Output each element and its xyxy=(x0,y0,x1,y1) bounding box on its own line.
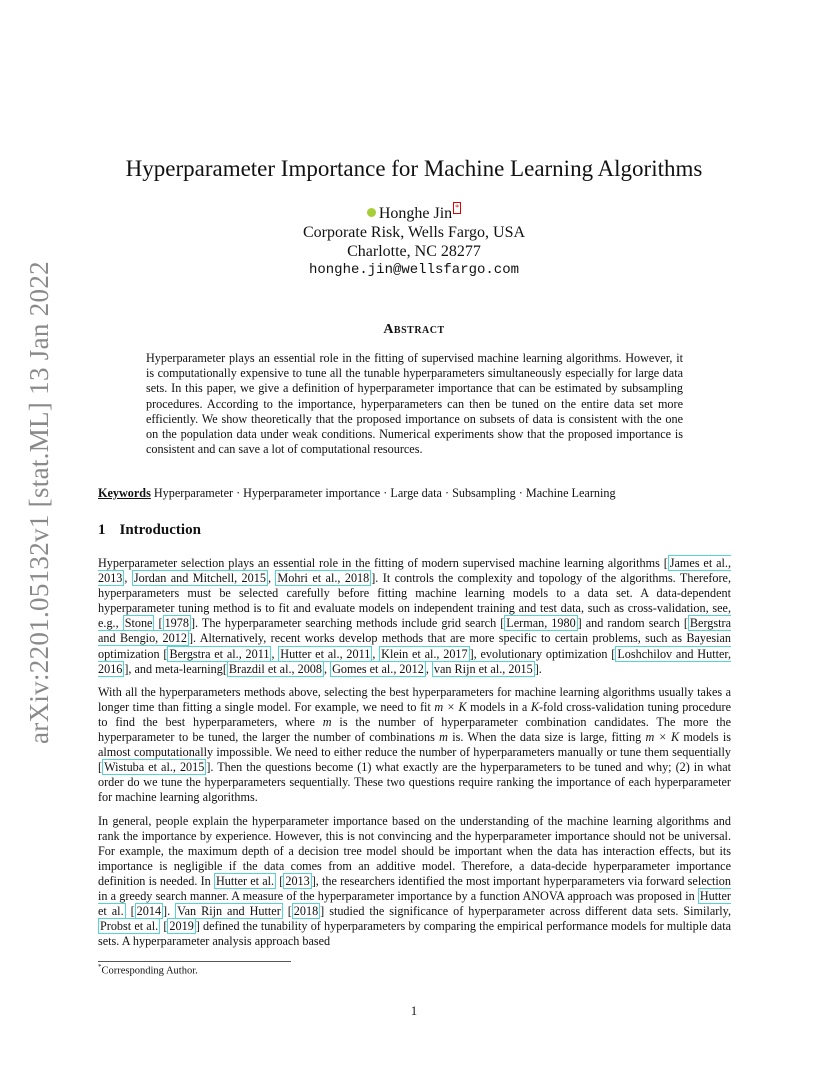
page-number: 1 xyxy=(410,1004,418,1018)
keywords-label: Keywords xyxy=(98,486,151,500)
citation-link[interactable]: Wistuba et al., 2015 xyxy=(104,760,205,775)
author-block xyxy=(0,202,828,280)
orcid-icon[interactable] xyxy=(367,208,376,217)
inline-math: m × K xyxy=(434,699,467,714)
author-name: Honghe Jin xyxy=(378,205,453,222)
author-email: honghe.jin@wellsfargo.com xyxy=(308,262,520,278)
section-heading xyxy=(98,522,201,539)
footnote-rule xyxy=(98,961,291,962)
citation-link[interactable]: 2019 xyxy=(169,919,194,934)
footnote-text: Corresponding Author. xyxy=(101,965,198,977)
citation-link[interactable]: Hutter et al., 2011 xyxy=(280,646,371,661)
arxiv-side-stamp: arXiv:2201.05132v1 [stat.ML] 13 Jan 2022 xyxy=(24,261,54,744)
citation-link[interactable]: 2013 xyxy=(285,873,310,888)
citation-link[interactable]: Van Rijn and Hutter xyxy=(177,904,281,919)
citation-link[interactable]: Hutter et al. xyxy=(98,888,731,919)
citation-link[interactable]: Hutter et al. xyxy=(215,873,275,888)
abstract-text: Hyperparameter plays an essential role in the fitting of supervised machine learning algorithms. However, it is computationally expensive to tune all the tunable hyperparameters simultaneously especially for large data sets. In this paper, we give a definition of hyperparameter importance that can be estimated by subsampling procedures. According to the importance, hyperparameters can then be tuned on the entire data set more efficiently. We show theoretically that the proposed importance on subsets of data is consistent with the one on the population data under weak conditions. Numerical experiments show that the proposed importance is consistent and can save a lot of computational resources. xyxy=(146,351,683,457)
author-affiliation: Corporate Risk, Wells Fargo, USA xyxy=(302,224,526,241)
citation-link[interactable]: Bergstra et al., 2011 xyxy=(169,646,270,661)
citation-link[interactable]: Bergstra and Bengio, 2012 xyxy=(98,616,731,646)
citation-link[interactable]: Probst et al. xyxy=(100,919,159,934)
citation-link[interactable]: 2014 xyxy=(136,904,162,919)
paragraph-2: With all the hyperparameters methods above, selecting the best hyperparameters for machine learning algorithms usually takes a longer time than fitting a single model. For example, we need to fit m × K models in a K-fold cross-validation tuning procedure to find the best hyperparameters, where m is the number of hyperparameter combination candidates. The more the hyperparameter to be tuned, the larger the number of combinations m is. When the data size is large, fitting m × K models is almost computationally impossible. We need to either reduce the number of hyperparameters manually or tune them sequentially [ Wistuba et al., 2015 ]. Then the questions become (1) what exactly are the hyperparameters to be tuned and why; (2) in what order do we tune the hyperparameters sequentially. These two questions require ranking the importance of each hyperparameter for machine learning algorithms. xyxy=(98,684,732,805)
citation-link[interactable]: Stone xyxy=(124,616,153,631)
citation-link[interactable]: Klein et al., 2017 xyxy=(381,646,468,661)
keywords-text: Hyperparameter · Hyperparameter importance · Large data · Subsampling · Machine Learning xyxy=(153,486,616,500)
footnote xyxy=(98,963,198,977)
keywords-line xyxy=(98,486,738,501)
citation-link[interactable]: Mohri et al., 2018 xyxy=(277,571,370,586)
footnote-mark: * xyxy=(98,963,102,971)
citation-link[interactable]: Lerman, 1980 xyxy=(506,616,576,631)
citation-link[interactable]: Loshchilov and Hutter, 2016 xyxy=(98,646,731,676)
citation-link[interactable]: 1978 xyxy=(164,616,189,631)
paper-title: Hyperparameter Importance for Machine Learning Algorithms xyxy=(125,156,703,181)
citation-link[interactable]: Brazdil et al., 2008 xyxy=(228,661,322,676)
citation-link[interactable]: van Rijn et al., 2015 xyxy=(433,661,533,676)
inline-math: m × K xyxy=(645,730,680,745)
paragraph-3: In general, people explain the hyperparameter importance based on the understanding of the machine learning algorithms and rank the importance by experience. However, this is not convincing and the hyperparameter importance should not be universal. For example, the maximum depth of a decision tree model should be important when the data has interaction effects, but its importance is negligible if the data comes from an additive model. Therefore, a data-decide hyperparameter importance definition is needed. In Hutter et al. [ 2013 ], the researchers identified the most important hyperparameters via forward selection in a greedy search manner. A measure of the hyperparameter importance by a function ANOVA approach was proposed in Hutter et al. [ 2014 ]. Van Rijn and Hutter [ 2018 ] studied the significance of hyperparameter across different data sets. Similarly, Probst et al. [ 2019 ] defined the tunability of hyperparameters by comparing the empirical performance models for multiple data sets. A hyperparameter analysis approach based xyxy=(98,813,732,949)
footnote-link[interactable]: * xyxy=(455,203,460,212)
inline-math: m xyxy=(322,714,332,729)
paragraph-1: Hyperparameter selection plays an essential role in the fitting of modern supervised machine learning algorithms [ James et al., 2013 , Jordan and Mitchell, 2015 , Mohri et al., 2018 ]. It controls the complexity and topology of the algorithms. Therefore, hyperparameters must be selected carefully before fitting machine learning models to a data set. A data-dependent hyperparameter tuning method is to fit and evaluate models on independent training and test data, such as cross-validation, see, e.g., Stone [ 1978 ]. The hyperparameter searching methods include grid search [ Lerman, 1980 ] and random search [ Bergstra and Bengio, 2012 ]. Alternatively, recent works develop methods that are more specific to certain problems, such as Bayesian optimization [ Bergstra et al., 2011 , Hutter et al., 2011 , Klein et al., 2017 ], evolutionary optimization [ Loshchilov and Hutter, 2016 ], and meta-learning[ Brazdil et al., 2008 , Gomes et al., 2012 , van Rijn et al., 2015 ]. xyxy=(98,556,732,676)
citation-link[interactable]: Gomes et al., 2012 xyxy=(332,661,424,676)
author-location: Charlotte, NC 28277 xyxy=(347,243,481,260)
citation-link[interactable]: James et al., 2013 xyxy=(98,556,731,586)
abstract-heading: Abstract xyxy=(383,322,445,337)
author-line xyxy=(0,202,828,223)
citation-link[interactable]: Jordan and Mitchell, 2015 xyxy=(133,571,266,586)
section-title: Introduction xyxy=(119,522,201,538)
citation-link[interactable]: 2018 xyxy=(293,904,319,919)
body-text xyxy=(98,556,731,957)
inline-math: m xyxy=(439,730,448,745)
section-number: 1 xyxy=(98,522,106,538)
inline-math: K xyxy=(530,699,539,714)
